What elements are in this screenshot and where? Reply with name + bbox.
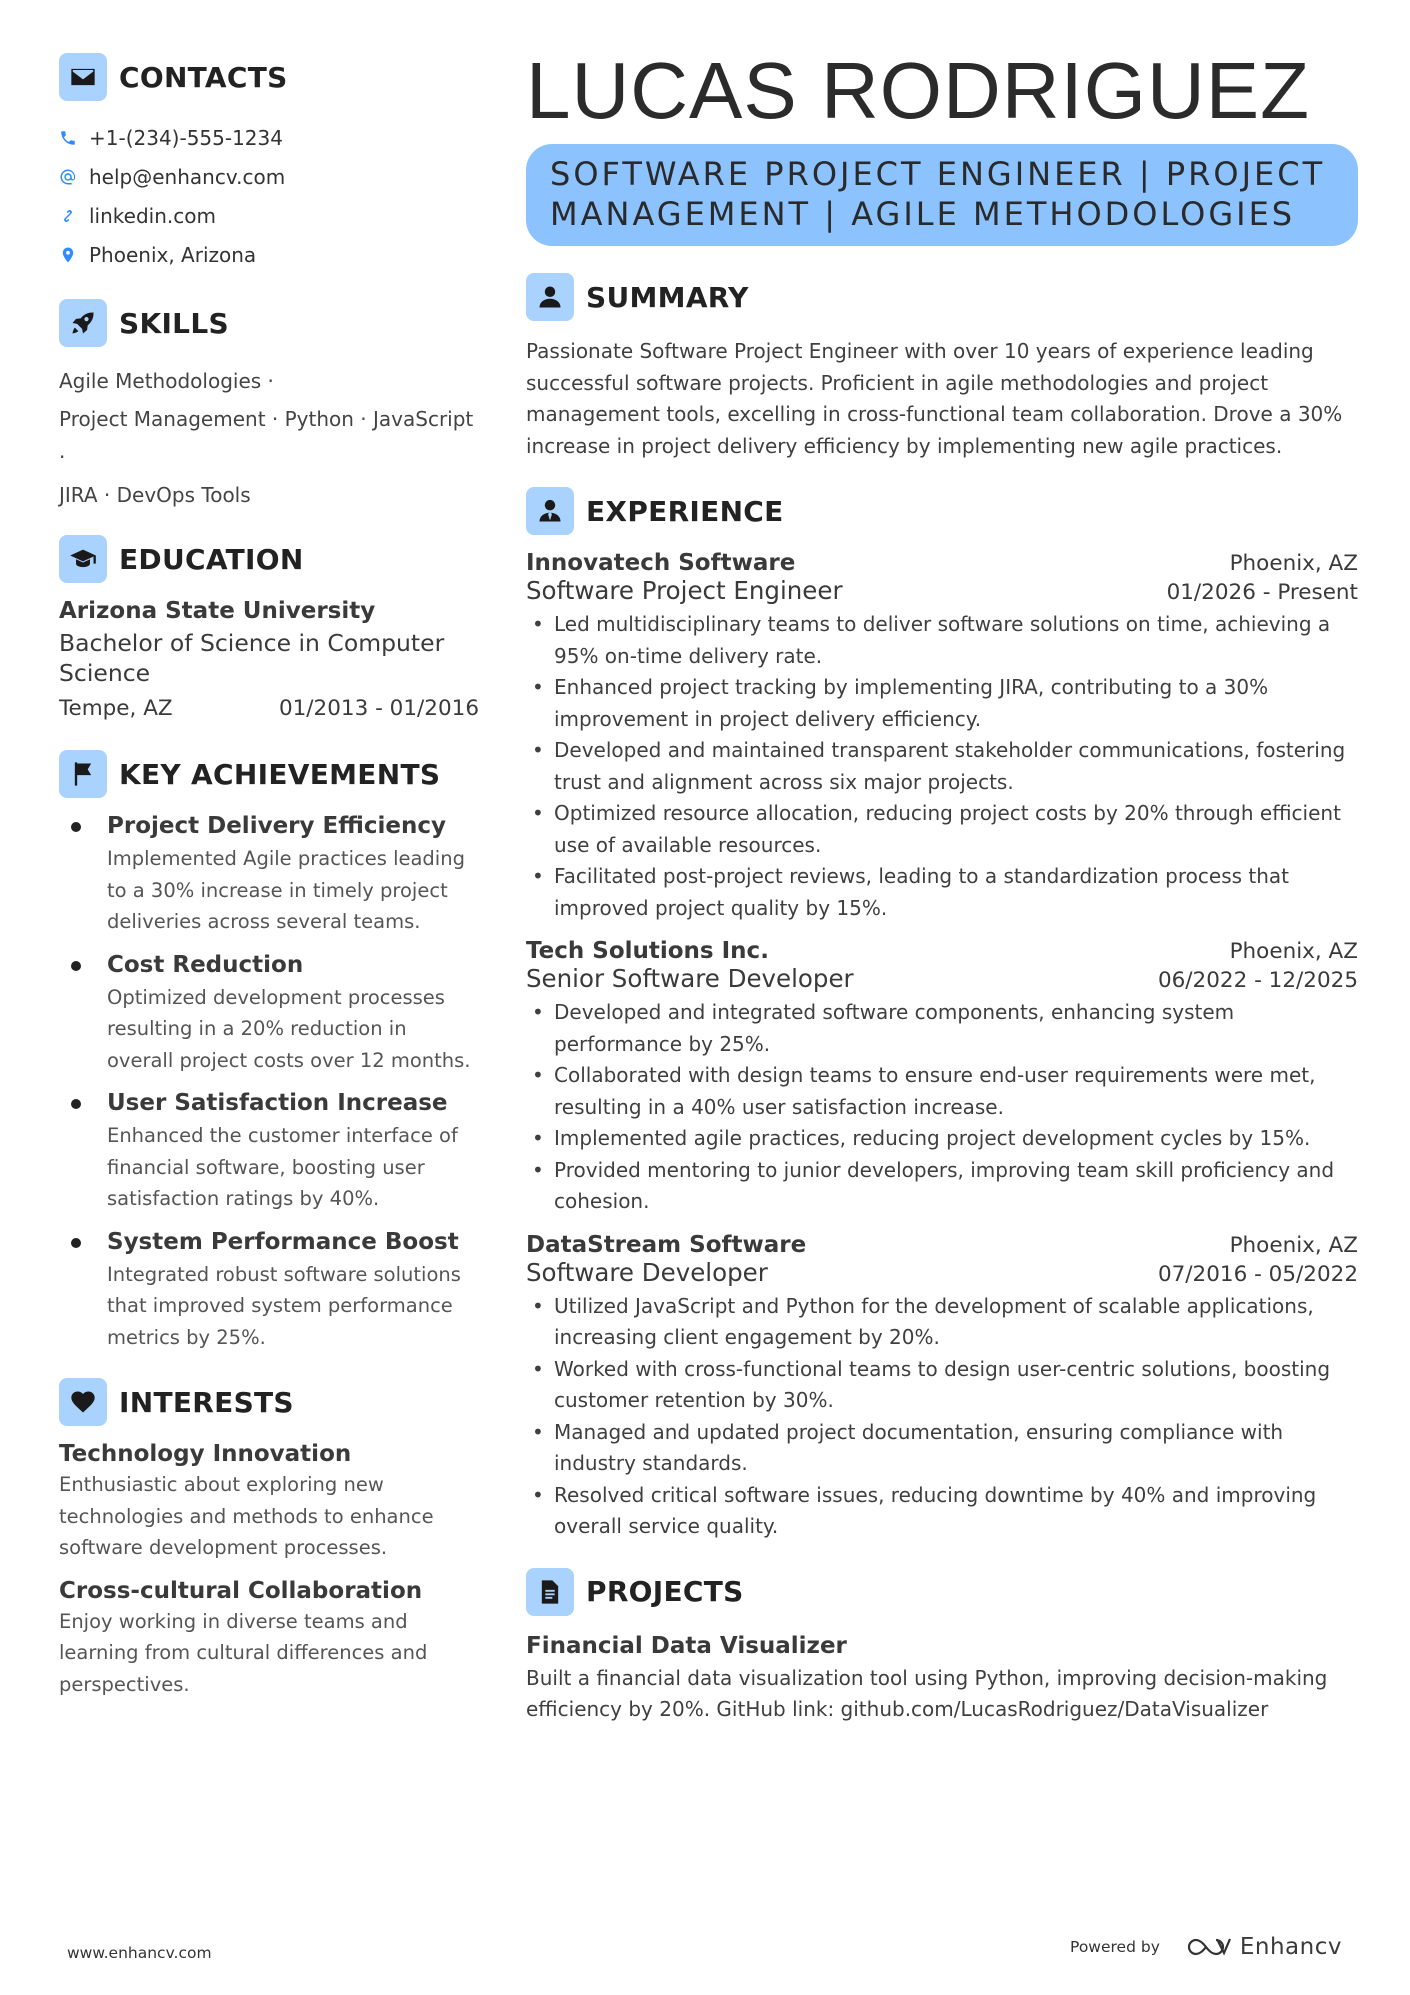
graduation-cap-icon (59, 535, 107, 583)
skills-list: Agile Methodologies · Project Management · Python · JavaScript · JIRA · DevOps Tools (59, 369, 474, 507)
at-icon (59, 167, 77, 187)
list-item: • Provided mentoring to junior developers, improving team skill proficiency and cohesion. (526, 1155, 1358, 1218)
job-bullets (526, 609, 1358, 924)
job-location: Phoenix, AZ (1229, 551, 1358, 576)
job-role: Software Project Engineer (526, 576, 843, 605)
job-bullets (526, 997, 1358, 1218)
interests-list (59, 1441, 479, 1700)
title-banner (526, 144, 1358, 246)
heart-icon (59, 1378, 107, 1426)
person-icon (526, 273, 574, 321)
list-item: • Managed and updated project documentation, ensuring compliance with industry standards. (526, 1417, 1358, 1480)
bullet-dot (71, 1238, 81, 1248)
education-degree: Bachelor of Science in Computer Science (59, 629, 445, 687)
projects-heading: PROJECTS (526, 1567, 1358, 1617)
job-role: Senior Software Developer (526, 964, 854, 993)
contact-list (59, 118, 479, 274)
list-item: Technology Innovation Enthusiastic about exploring new technologies and methods to enhance software development processes. (59, 1441, 434, 1559)
list-item: User Satisfaction Increase Enhanced the customer interface of financial software, boosting user satisfaction ratings by 40%. (59, 1090, 479, 1215)
job-dates: 07/2016 - 05/2022 (1157, 1261, 1358, 1287)
education-meta (59, 696, 479, 721)
businessperson-icon (526, 487, 574, 535)
job-company: Innovatech Software (526, 550, 796, 576)
list-item: • Facilitated post-project reviews, leading to a standardization process that improved project quality by 15%. (526, 861, 1358, 924)
list-item: System Performance Boost Integrated robust software solutions that improved system performance metrics by 25%. (59, 1229, 479, 1354)
contact-email[interactable]: help@enhancv.com (59, 157, 479, 196)
list-item: • Implemented agile practices, reducing project development cycles by 15%. (526, 1123, 1358, 1155)
job-location: Phoenix, AZ (1229, 939, 1358, 964)
job-bullets (526, 1291, 1358, 1543)
document-icon (526, 1568, 574, 1616)
job-dates: 01/2026 - Present (1166, 580, 1358, 605)
project-description: Built a financial data visualization tool using Python, improving decision-making efficiency by 20%. GitHub link: github.com/LucasRodriguez/DataVisualizer (526, 1665, 1328, 1721)
candidate-name: LUCAS RODRIGUEZ (526, 46, 1310, 135)
education-location: Tempe, AZ (59, 696, 173, 721)
education-dates: 01/2013 - 01/2016 (278, 696, 479, 721)
job-company: DataStream Software (526, 1231, 807, 1258)
achievements-heading: KEY ACHIEVEMENTS (59, 749, 479, 799)
education-heading: EDUCATION (59, 534, 479, 584)
job-location: Phoenix, AZ (1229, 1232, 1358, 1258)
list-item: • Utilized JavaScript and Python for the development of scalable applications, increasing client engagement by 20%. (526, 1291, 1358, 1354)
job-entry (526, 938, 1358, 1218)
rocket-icon (59, 299, 107, 347)
enhancv-logo-icon (1186, 1935, 1232, 1959)
experience-heading: EXPERIENCE (526, 486, 1358, 536)
location-pin-icon (59, 245, 77, 265)
job-role: Software Developer (526, 1257, 768, 1287)
list-item: • Resolved critical software issues, reducing downtime by 40% and improving overall service quality. (526, 1480, 1358, 1543)
right-column (526, 48, 1358, 1726)
powered-by-label: Powered by (1070, 1938, 1160, 1956)
contacts-heading: CONTACTS (59, 52, 479, 102)
job-dates: 06/2022 - 12/2025 (1157, 968, 1358, 993)
summary-heading: SUMMARY (526, 272, 1358, 322)
education-school: Arizona State University (59, 598, 376, 624)
list-item: Project Delivery Efficiency Implemented Agile practices leading to a 30% increase in timely project deliveries across several teams. (59, 813, 479, 938)
job-entry (526, 1232, 1358, 1543)
list-item: • Worked with cross-functional teams to design user-centric solutions, boosting customer retention by 30%. (526, 1354, 1358, 1417)
list-item: • Led multidisciplinary teams to deliver software solutions on time, achieving a 95% on-time delivery rate. (526, 609, 1358, 672)
summary-text: Passionate Software Project Engineer with over 10 years of experience leading successful software projects. Proficient in agile methodologies and project management tools, excelling in cross-functional team collaboration. Drove a 30% increase in project delivery efficiency by implementing new agile practices. (526, 339, 1343, 458)
bullet-dot (71, 1099, 81, 1109)
list-item: • Developed and integrated software components, enhancing system performance by 25%. (526, 997, 1358, 1060)
contact-phone[interactable]: +1-(234)-555-1234 (59, 118, 479, 157)
achievements-list (59, 813, 479, 1353)
bullet-dot (71, 822, 81, 832)
list-item: • Developed and maintained transparent stakeholder communications, fostering trust and alignment across six major projects. (526, 735, 1358, 798)
candidate-title: SOFTWARE PROJECT ENGINEER | PROJECT MANAGEMENT | AGILE METHODOLOGIES (550, 155, 1326, 233)
flag-icon (59, 750, 107, 798)
interests-heading: INTERESTS (59, 1377, 479, 1427)
enhancv-logo[interactable]: Enhancv (1186, 1934, 1342, 1960)
skills-heading: SKILLS (59, 298, 479, 348)
envelope-icon (59, 53, 107, 101)
job-entry (526, 550, 1358, 924)
bullet-dot (71, 961, 81, 971)
phone-icon (59, 128, 77, 148)
list-item: • Collaborated with design teams to ensure end-user requirements were met, resulting in a 40% user satisfaction increase. (526, 1060, 1358, 1123)
left-column (59, 52, 479, 1700)
list-item: • Enhanced project tracking by implementing JIRA, contributing to a 30% improvement in project delivery efficiency. (526, 672, 1358, 735)
job-company: Tech Solutions Inc. (526, 938, 769, 964)
link-icon (59, 206, 77, 226)
project-title: Financial Data Visualizer (526, 1632, 847, 1659)
footer-branding (1070, 1934, 1342, 1960)
list-item: Cross-cultural Collaboration Enjoy working in diverse teams and learning from cultural differences and perspectives. (59, 1577, 428, 1696)
contact-linkedin[interactable]: linkedin.com (59, 196, 479, 235)
list-item: • Optimized resource allocation, reducing project costs by 20% through efficient use of available resources. (526, 798, 1358, 861)
contact-location: Phoenix, Arizona (59, 235, 479, 274)
list-item: Cost Reduction Optimized development processes resulting in a 20% reduction in overall project costs over 12 months. (59, 952, 479, 1077)
footer-website[interactable]: www.enhancv.com (67, 1944, 212, 1962)
